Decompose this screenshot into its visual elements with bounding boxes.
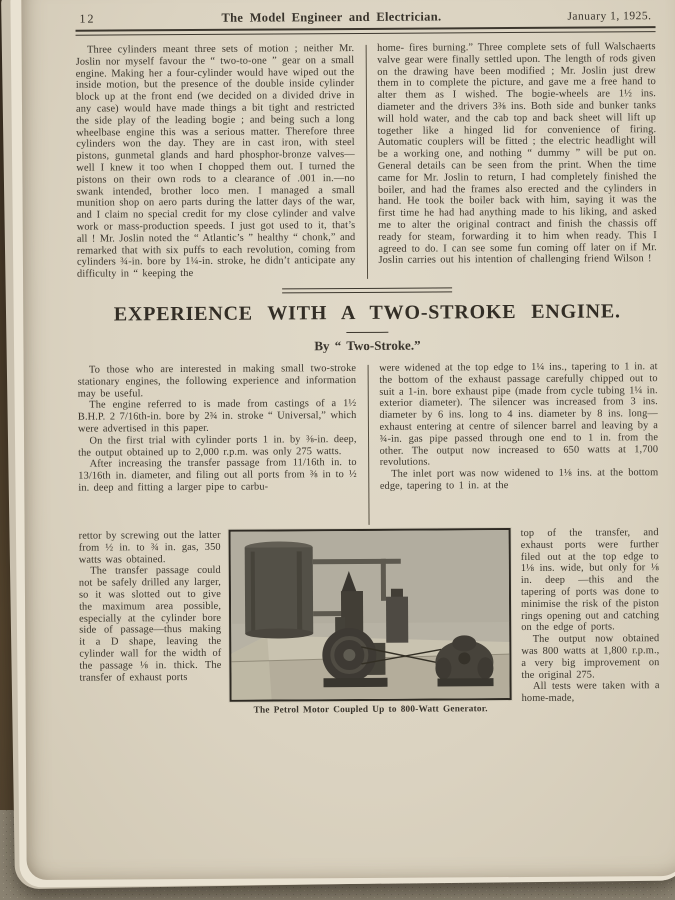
paragraph: On the first trial with cylinder ports 1 in. by ⅜-in. deep, the output obtained up to 2,000 r.p.m. was only 275 watts. <box>78 433 357 459</box>
paragraph: The engine referred to is made from castings of a 1½ B.H.P. 2 7/16th-in. bore by 2¾ in. stroke “ Universal,” which were advertised in this paper. <box>77 398 357 435</box>
engine-photo-illustration <box>231 530 510 700</box>
paragraph: Three cylinders meant three sets of motion ; neither Mr. Joslin nor myself favour the “ two-to-one ” gear on a small engine. Making her a four-cylinder would have wiped out the inside motion, but the presence of the double inside cylinder block up at the front end (we decided on a divided drive in any case) would have made things a bit tight and restricted the side play of the leading bogie ; and being such a long wheelbase engine this was a serious matter. Therefore three cylinders won the day. They are in cast iron, with steel pistons, gunmetal glands and hard phosphor-bronze valves—well I knew it too when I chopped them out. I turned the pistons on their own rods to a clearance of .001 in.—no swank intended, brother loco men. I managed a small munition shop on aero parts during the latter days of the war, and I claim no special credit for my close cylinder and valve work or mass-production speeds. I just got used to it, that’s all ! Mr. Joslin noted the “ Atlantic’s ” healthy “ chonk,” and remarked that with six puffs to each revolution, coming from cylinders ¾-in. bore by 1¼-in. stroke, he didn’t anticipate any difficulty in “ keeping the <box>75 42 356 280</box>
paragraph: After increasing the transfer passage from 11/16th in. to 13/16th in. diameter, and filing out all ports from ⅜ in to ½ in. deep and fitting a larger pipe to carbu- <box>78 457 357 494</box>
paragraph: The inlet port was now widened to 1⅛ ins. at the bottom edge, tapering to 1 in. at the <box>379 467 659 492</box>
paragraph: The output now obtained was 800 watts at 1,800 r.p.m., a very big improvement on the original 275. <box>521 633 660 681</box>
locomotive-article-columns <box>76 41 657 280</box>
magazine-page <box>21 0 675 880</box>
paragraph: home- fires burning.” Three complete sets of full Walschaerts valve gear were finally settled upon. The length of rods given on the drawing have been modified ; Mr. Joslin just drew them in to complete the picture, and gave me a free hand to alter them as I wished. The bogie-wheels are 1½ ins. diameter and the drivers 3⅜ ins. Both side and bunker tanks will hold water, and the cab top and back sheet will lift up together like a hinged lid for convenience of firing. Automatic couplers will be fitted ; the electric headlight will be a working one, and nothing “ dummy ” will be put on. General details can be seen from the print. When the time came for Mr. Joslin to return, I had completely finished the boiler, and had the frames also erected and the cylinders in hand. He took the boiler back with him, saying it was the first time he had had anything made to his liking, and asked me to alter the original contract and finish the chassis off ready for steam, forwarding it to him when ready. This I agreed to do. I can see some fun coming off later on if Mr. Joslin carries out his intention of challenging friend Wilson ! <box>377 41 657 267</box>
paragraph: were widened at the top edge to 1¼ ins., tapering to 1 in. at the bottom of the exhaust passage carefully chipped out to suit a 1-in. bore exhaust pipe (made from cycle tubing 1¼ in. exterior diameter). The silencer was increased from 3 ins. diameter by 6 ins. long to 4 ins. diameter by 8 ins. long—exhaust entering at centre of silencer barrel and leaving by a ¾-in. gas pipe passed through one end to 1 in. from the other. The output now increased to 650 watts at 1,700 revolutions. <box>379 361 659 469</box>
article-title: EXPERIENCE WITH A TWO-STROKE ENGINE. <box>113 300 621 326</box>
paragraph: rettor by screwing out the latter from ½ in. to ¾ in. gas, 350 watts was obtained. <box>78 529 221 566</box>
paragraph: All tests were taken with a home-made, <box>521 680 660 705</box>
right-column-narrow-text <box>521 527 660 705</box>
column-divider <box>367 365 369 525</box>
locomotive-article-column-left <box>76 43 356 281</box>
article-end-rule <box>282 287 452 293</box>
journal-title: The Model Engineer and Electrician. <box>221 9 442 25</box>
issue-date: January 1, 1925. <box>567 10 652 23</box>
locomotive-article-column-right <box>377 41 657 279</box>
column-divider <box>365 45 367 279</box>
right-column-wide-text <box>379 361 659 529</box>
paragraph: The transfer passage could not be safely drilled any larger, so it was slotted out to give the maximum area possible, especially at the cylinder bore side of passage—thus making it a D shape, leaving the cylinder wall for the width of the passage ⅛ in. thick. The transfer of exhaust ports <box>78 565 222 684</box>
left-column-wide-text <box>78 363 358 531</box>
page-content <box>75 8 660 716</box>
article-byline: By “ Two-Stroke.” <box>314 337 421 354</box>
left-column-narrow-text <box>79 530 222 684</box>
engine-photo <box>229 528 512 702</box>
two-stroke-article <box>77 361 660 716</box>
paragraph: top of the transfer, and exhaust ports were further filed out at the top edge to 1⅛ ins. wide, but only for ⅛ in. deep —this and the tapering of ports was done to minimise the risk of the piston rings opening out and catching on the edge of ports. <box>520 527 660 634</box>
title-rule <box>346 332 388 333</box>
figure-caption: The Petrol Motor Coupled Up to 800-Watt Generator. <box>253 704 488 716</box>
figure <box>229 528 512 717</box>
page-number: 12 <box>79 11 96 26</box>
paragraph: To those who are interested in making small two-stroke stationary engines, the following experience and information may be useful. <box>77 362 357 400</box>
